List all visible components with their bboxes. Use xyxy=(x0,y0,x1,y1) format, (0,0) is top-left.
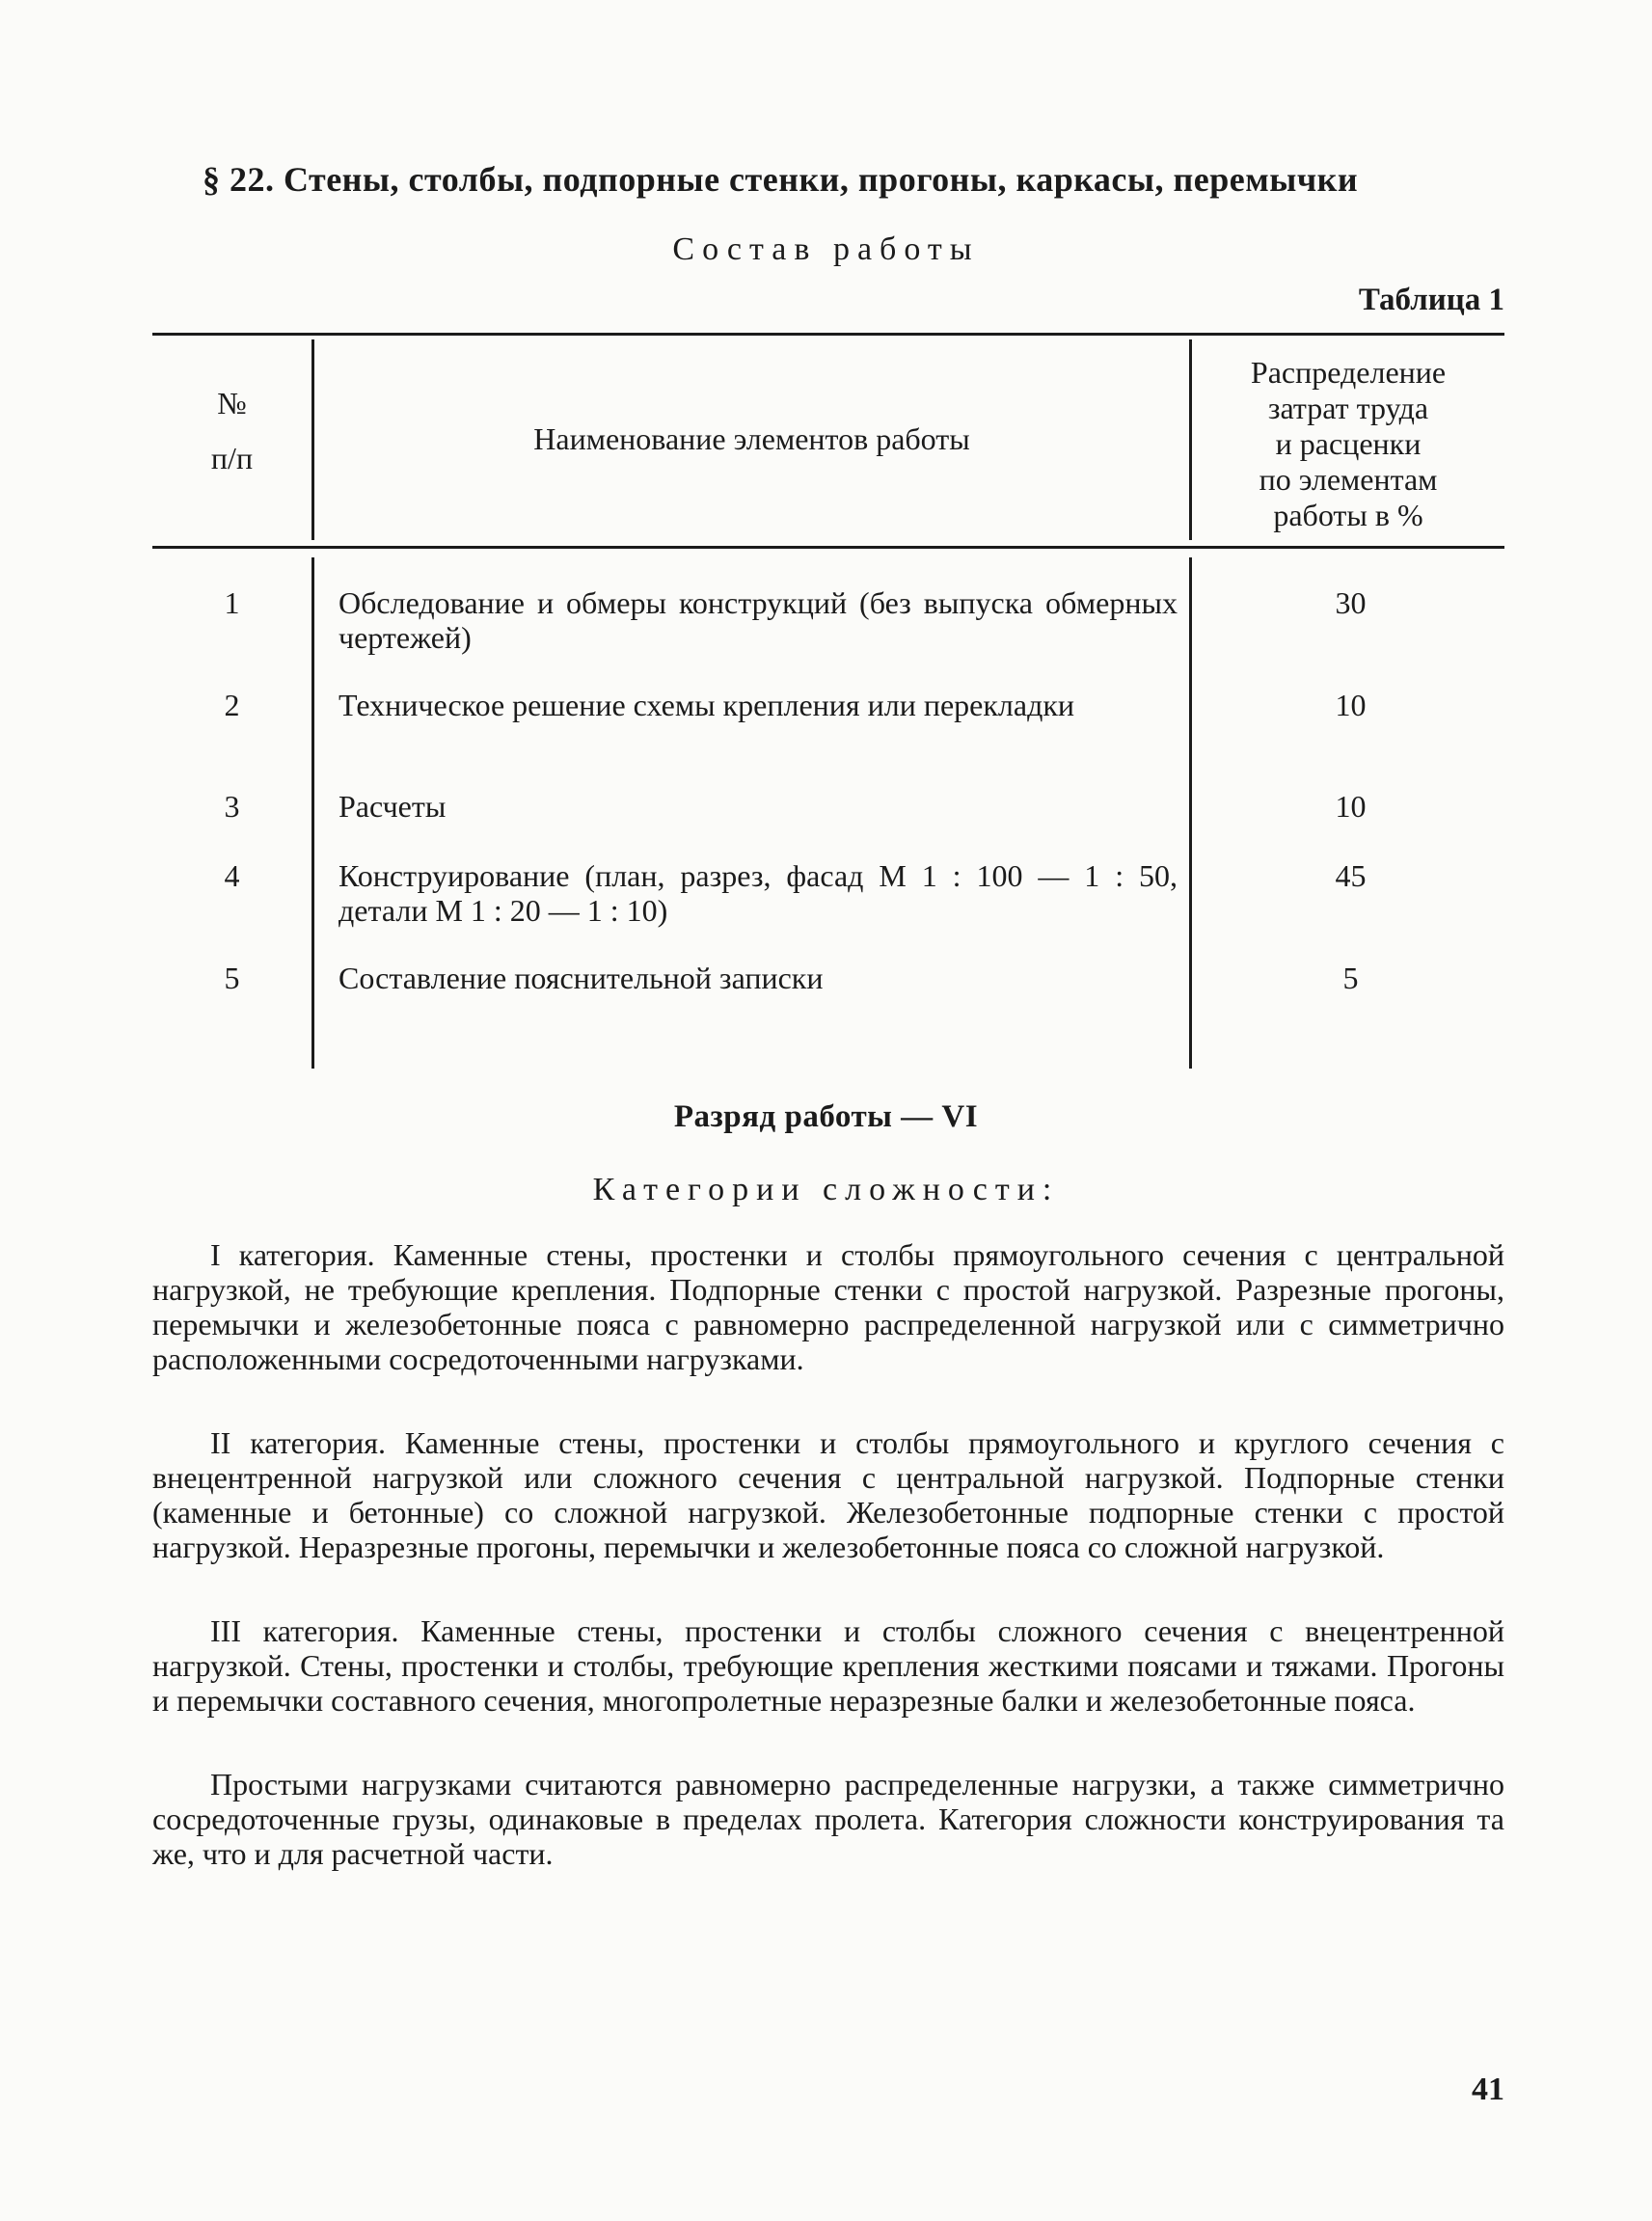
composition-heading: Состав работы xyxy=(672,231,980,267)
row-name: Составление пояснительной записки xyxy=(339,961,824,995)
row-name: Обследование и обмеры конструкций (без выпуска обмерных чертежей) xyxy=(339,585,1178,655)
row-percent: 10 xyxy=(1335,688,1367,722)
category-three-paragraph: III категория. Каменные стены, простенки и столбы сложного сечения с внецентренной нагрузкой. Стены, простенки и столбы, требующие крепления жесткими поясами и тяжами. Прогоны и перемычки составного сечения, многопролетные неразрезные балки и железобетонные пояса. xyxy=(152,1613,1504,1718)
header-distribution xyxy=(1192,355,1504,533)
row-percent: 5 xyxy=(1342,961,1359,995)
header-distribution-line: работы в % xyxy=(1273,498,1423,532)
row-number: 4 xyxy=(224,858,240,893)
body-divider-right xyxy=(1189,557,1192,1069)
body-divider-left xyxy=(311,557,314,1069)
header-distribution-line: Распределение xyxy=(1250,355,1447,390)
category-one-paragraph: I категория. Каменные стены, простенки и столбы прямоугольного сечения с центральной нагрузкой, не требующие крепления. Подпорные стенки с простой нагрузкой. Разрезные прогоны, перемычки и железобетонные пояса с равномерно распределенной нагрузкой или с симметрично расположенными сосредоточенными нагрузками. xyxy=(152,1237,1504,1376)
table-label: Таблица 1 xyxy=(1358,283,1504,317)
row-name: Расчеты xyxy=(339,789,447,824)
header-num-symbol: № xyxy=(217,386,247,420)
category-two-paragraph: II категория. Каменные стены, простенки и столбы прямоугольного и круглого сечения с внецентренной нагрузкой или сложного сечения с центральной нагрузкой. Подпорные стенки (каменные и бетонные) со сложной нагрузкой. Железобетонные подпорные стенки с простой нагрузкой. Неразрезные прогоны, перемычки и железобетонные пояса со сложной нагрузкой. xyxy=(152,1425,1504,1564)
page-number: 41 xyxy=(1472,2072,1504,2107)
row-number: 1 xyxy=(224,585,240,620)
header-name: Наименование элементов работы xyxy=(533,421,970,456)
work-rank: Разряд работы — VI xyxy=(673,1099,979,1134)
row-percent: 30 xyxy=(1335,585,1367,620)
header-distribution-line: по элементам xyxy=(1259,462,1438,497)
row-number: 5 xyxy=(224,961,240,995)
row-percent: 10 xyxy=(1335,789,1367,824)
row-name: Конструирование (план, разрез, фасад М 1 : 100 — 1 : 50, детали М 1 : 20 — 1 : 10) xyxy=(339,858,1178,928)
row-number: 3 xyxy=(224,789,240,824)
header-distribution-line: затрат труда xyxy=(1267,391,1429,425)
row-number: 2 xyxy=(224,688,240,722)
complexity-heading: Категории сложности: xyxy=(592,1172,1060,1207)
section-title: § 22. Стены, столбы, подпорные стенки, прогоны, каркасы, перемычки xyxy=(203,160,1359,199)
header-distribution-line: и расценки xyxy=(1275,426,1422,461)
header-num xyxy=(152,386,311,476)
row-name: Техническое решение схемы крепления или перекладки xyxy=(339,688,1075,722)
table-header-rule xyxy=(152,546,1504,549)
table-top-rule xyxy=(152,333,1504,336)
row-percent: 45 xyxy=(1335,858,1367,893)
simple-loads-paragraph: Простыми нагрузками считаются равномерно распределенные нагрузки, а также симметрично сосредоточенные грузы, одинаковые в пределах пролета. Категория сложности конструирования та же, что и для расчетной части. xyxy=(152,1767,1504,1871)
header-num-abbr: п/п xyxy=(210,441,254,475)
